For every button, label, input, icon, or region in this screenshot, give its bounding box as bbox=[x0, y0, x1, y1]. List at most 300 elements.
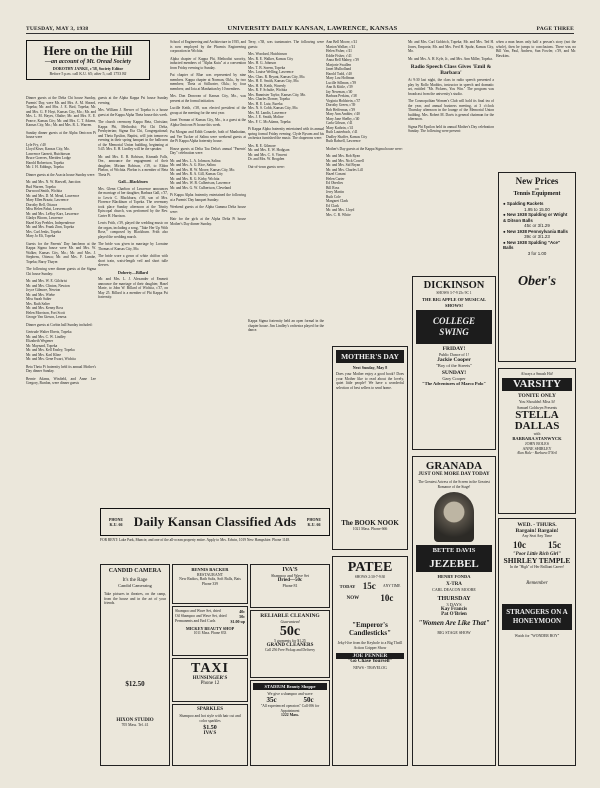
stadium-prices bbox=[253, 696, 327, 704]
list-item: Lyle Fry, c'40 bbox=[26, 142, 46, 147]
list-item: Lawrence Garnett, Hutchinson bbox=[26, 151, 71, 156]
phone-right: PHONE K.U. 66 bbox=[306, 517, 322, 527]
granada-sub: JUST ONE MORE DAY TODAY bbox=[418, 472, 490, 477]
list-item: Mr. and Mrs. Karl Kline bbox=[26, 352, 61, 357]
list-item: Virginia Hohlstein, c'37 bbox=[326, 98, 361, 103]
ivas-title: IVA'S bbox=[282, 567, 298, 573]
dickinson-film2: "The Adventures of Marco Polo" bbox=[422, 381, 486, 386]
tennis-title: New Prices bbox=[515, 176, 559, 186]
list-item: Helen Carter bbox=[326, 176, 345, 181]
list-item: Durwood Smith, Wichita bbox=[26, 189, 63, 193]
mothers-sub: Next Sunday, May 8 bbox=[352, 365, 388, 370]
candid-sub2: Candid Cameraing bbox=[118, 583, 152, 588]
list-item: Dorothy Bell, Ottawa bbox=[26, 202, 58, 207]
hill-hours: Before 5 p.m. call K.U. 65; after 5, call 1753 RJ bbox=[49, 71, 127, 76]
list-item: Mrs. R. E. Gilmore bbox=[248, 143, 276, 148]
dickinson-film: "Boy of the Streets" bbox=[435, 363, 473, 368]
list-item: Harold Todd, c'40 bbox=[326, 71, 352, 76]
column-4 bbox=[248, 40, 324, 506]
list-item: Mr. and Mrs. G. W. Culbertson, Cleveland bbox=[170, 185, 231, 190]
cleaning-ad bbox=[250, 610, 330, 678]
list-item: Mr. and Mrs. Clinton, Newton bbox=[26, 283, 70, 288]
tennis-item: 3 for 1.00 bbox=[527, 250, 547, 256]
list-item: Mr. and Mrs. R. A. Gill, Kansas City bbox=[170, 172, 223, 176]
dickinson-title: DICKINSON bbox=[423, 280, 485, 291]
list-item: Hazel Conant bbox=[326, 172, 346, 176]
stadium-body2: "All experienced operators" Call 696 for Appointment bbox=[260, 704, 320, 713]
hill-subtitle: —an account of Mt. Oread Society bbox=[45, 59, 131, 65]
tennis-item: 1.95 to 15.00 bbox=[524, 206, 550, 212]
col1-para-1: Dinner guests at the Delta Chi house Sunday, Parents' Day, were Mr. and Mrs. A. M. Sheard, Topeka; Mr. and Mrs. J. E. Bird, Topeka; Mr. and Mrs. G. P. Hoyt, Kansas City, Mo.; Mr. and Mrs. L. M. Hayes, Olathe; Mr. and Mrs. E. E. Pearce, Kansas City; Mr. and Mrs. C. T. Adams, Kansas City, Mo.; Mr. and Mrs. R. L. Warren. bbox=[26, 96, 96, 127]
col6-para-5: Sigma Phi Epsilon held its annual Mother's Day celebration Sunday. The following were present: bbox=[408, 124, 494, 133]
granada-ad bbox=[412, 456, 496, 766]
cinema-film2: STRANGERS ON A HONEYMOON bbox=[502, 604, 572, 630]
list-item: Mr. and Mrs. E. W. Hodgson bbox=[248, 148, 290, 152]
taxi-name: HUNSINGER'S bbox=[192, 676, 228, 681]
list-item: Mr. and Mrs. Charles Lill bbox=[326, 167, 363, 172]
taxi-title: TAXI bbox=[191, 661, 229, 676]
col2-para-2: Mrs. William J. Brewer of Topeka is a house guest at the Kappa Alpha Theta house this week. bbox=[98, 108, 168, 117]
granada-film2: "Women Are Like That" bbox=[418, 619, 490, 627]
cleaning-phone: Call 256 Free Pickup and Delivery bbox=[264, 648, 315, 652]
taxi-ad bbox=[172, 658, 248, 702]
list-item: Mrs. J. E. Smith, Moline bbox=[248, 115, 284, 119]
col2-para-9: Mr. and Mrs. L. J. Alexander of Emmett announce the marriage of their daughter, Hazel Marie, to John W. Billard of Wichita, c'37, on May 25. Billard is a member of Phi Kappa Psi fraternity. bbox=[98, 277, 168, 299]
col3-para-4: Mrs. Don Donovan of Kansas City, Mo., was present at the formal initiation. bbox=[170, 94, 246, 103]
cinema-title: WED. - THURS. bbox=[517, 522, 557, 528]
varsity-with: with bbox=[533, 432, 541, 436]
cinema-tag: In the "High" of Her Brilliant Career! bbox=[509, 565, 565, 569]
col3-para-1: School of Engineering and Architecture in 1935, and is now employed by the Phoenix Engineering corporation in Wichita. bbox=[170, 40, 246, 53]
candid-price: $12.50 bbox=[125, 680, 145, 688]
dickinson-sub: THE BIG APPLE OF MUSICAL SHOWS! bbox=[421, 297, 487, 308]
masthead-title: UNIVERSITY DAILY KANSAN, LAWRENCE, KANSAS bbox=[227, 25, 398, 32]
col1-names-2 bbox=[26, 180, 96, 239]
granada-star: BETTE DAVIS bbox=[416, 545, 492, 556]
col3-para-7: Pat Morgan and Edith Conarde, both of Manhattan, and Vee Tucker of Salina were weekend guests at the Pi Kappa Alpha fraternity house. bbox=[170, 130, 246, 143]
cinema-price: 10c bbox=[513, 540, 526, 550]
col6-para-2: Mr. and Mrs. A. H. Kyle, Jr., and Mrs. Ann Miller, Topeka. bbox=[408, 56, 493, 61]
col1-names-1 bbox=[26, 143, 96, 170]
list-item: Jay Newman, c'40 bbox=[326, 89, 353, 94]
portrait-image bbox=[434, 492, 474, 542]
list-item: Mr. and Mrs. N. W. Harwell, Junction bbox=[26, 180, 81, 184]
col1-heading-1: Sunday dinner guests at the Alpha Omicron Pi house were bbox=[26, 130, 96, 139]
column-2 bbox=[98, 96, 168, 504]
list-item: Mr. and Mrs. A. G. Rice, Salina bbox=[170, 163, 216, 167]
col6-heading-1: Radio Speech Class Gives 'Emil & Barbara' bbox=[410, 64, 492, 76]
varsity-prod: Samuel Goldwyn Presents bbox=[516, 406, 558, 410]
dickinson-shows: SHOWS 3-7-9 25c 9C 1 bbox=[436, 291, 472, 295]
phone-left: PHONE K.U. 66 bbox=[108, 517, 124, 527]
classified-rates-text: FOR RENT: Lake Park, Muncie, and one of the all-ocean property entire. Apply to Mrs. Edwin, 1019 New Hampshire. Phone 1148. bbox=[100, 538, 291, 542]
list-item: Mrs. Carl Jenks, Topeka bbox=[26, 229, 61, 234]
cinema-price: 15c bbox=[548, 540, 561, 550]
patee-price2: 10c bbox=[380, 593, 394, 603]
cleaning-detail: 5 garments for $1.25 bbox=[274, 639, 306, 643]
list-item: Mr. and Mrs. Wiebe bbox=[26, 292, 55, 297]
bennis-items: New Radios, Bath Salts, Soft Balls, Bats bbox=[179, 577, 241, 581]
list-item: Hazel Kay Peebles, Independence bbox=[26, 220, 75, 225]
list-item: Barbara Perkins, c'38 bbox=[326, 94, 357, 98]
sparkles-title: SPARKLES bbox=[196, 707, 224, 712]
cinema-film: "Poor Little Rich Girl" bbox=[512, 552, 562, 557]
bennis-phone: Phone 339 bbox=[201, 581, 219, 586]
col6-para-3: At 9:30 last night, the class in radio speech presented a play by Rollo Maddox, instructor in speech and dramatic art, entitled "Mr. Pickens, You Win." The program was broadcast from the university's studio. bbox=[408, 78, 494, 96]
list-item: Mary Ann Ambler, c'40 bbox=[326, 112, 360, 116]
list-item: Mr. and Mrs. Sid Bryan bbox=[326, 163, 361, 167]
list-item: Mr. and Mrs. L. A. Johnson, Salina bbox=[170, 158, 221, 163]
list-item: Joyce Gilmore, Newton bbox=[26, 288, 61, 292]
dickinson-friday: FRIDAY! bbox=[442, 346, 466, 352]
granada-star3: Pat O'Brien bbox=[441, 612, 467, 617]
shampoo-price: 40c bbox=[239, 609, 245, 614]
col2-heading-2: Doherty—Billard bbox=[118, 269, 148, 275]
patee-last: JOE PENNER bbox=[336, 653, 404, 659]
shampoo-row bbox=[175, 619, 245, 624]
list-item: Mrs. F. C. McAdams, Topeka bbox=[248, 119, 291, 124]
list-item: Anna Bell Mahey, c'39 bbox=[326, 58, 359, 62]
cinema-sub: Bargain! Bargain! bbox=[515, 528, 559, 534]
candid-store: HIXON STUDIO bbox=[116, 718, 154, 723]
shampoo-item: Permanents and End Curls bbox=[175, 619, 216, 623]
tennis-store: Ober's bbox=[517, 274, 557, 289]
list-item: Harold Robertson, Topeka bbox=[26, 160, 64, 165]
col1-para-4: Beta Theta Pi fraternity held its annual Mother's Day dinner Sunday. bbox=[26, 364, 96, 373]
list-item: Bill Ross bbox=[326, 185, 340, 190]
list-item: Mrs. T. B. Sorem, Topeka bbox=[248, 65, 286, 70]
list-item: Janet Mulholland bbox=[326, 67, 352, 71]
list-item: Mr. and Mrs. Frank Zinn, Topeka bbox=[26, 225, 74, 229]
list-item: Jerry Martin bbox=[326, 190, 344, 194]
list-item: Bob Heffernan, c'39 bbox=[326, 107, 356, 112]
shampoo-item: Shampoo and Wave Set, dried bbox=[175, 609, 221, 613]
list-item: Mary Ellen Braatz, Lawrence bbox=[26, 198, 69, 202]
list-item: Mary Kathrin, c'41 bbox=[326, 125, 354, 130]
list-item: Eddie Fisher, c'41 bbox=[326, 53, 352, 58]
col3-para-5: Lucille Keith, c'38, was elected president of the group at the meeting for the next year. bbox=[170, 106, 246, 115]
col3-para-3: Pat chapter of Blue was represented by nine members. Kappa chapter at Norman, Okla., by two members; Theta at Stillwater, Okla.; by four members; and Iota at Manhattan by 10 members. bbox=[170, 73, 246, 91]
tennis-item: 39c or 3/1.23 bbox=[524, 234, 550, 239]
list-item: Mr. and Mrs. C. S. Vincent bbox=[248, 152, 287, 157]
patee-prices bbox=[336, 581, 404, 591]
granada-thursday2: 3 DAYS bbox=[446, 602, 462, 607]
list-item: Ruth Cole bbox=[326, 194, 341, 199]
col2-para-7: The bride was given in marriage by Lorraine Thomas of Kansas City, Mo. bbox=[98, 242, 168, 251]
mothers-store: The BOOK NOOK bbox=[341, 519, 399, 527]
list-item: Mrs. Woodard, Hutchinson bbox=[248, 52, 287, 56]
tennis-item: 45c or 3/1.29 bbox=[524, 223, 550, 228]
list-item: Mr. J. H. Eddings, Topeka bbox=[26, 165, 64, 169]
varsity-tonite: TONITE ONLY bbox=[517, 393, 557, 399]
patee-note: ANY TIME bbox=[383, 584, 401, 588]
tennis-item: ● New 1938 Spalding or Wright & Ditson Balls bbox=[503, 212, 568, 223]
col4-para-3: Out-of-town guests were: bbox=[248, 164, 285, 169]
cinema-wonder: Watch for "WONDER BOY" bbox=[514, 634, 560, 638]
col3-para-2: Alpha chapter of Kappa Phi, Methodist sorority, inducted members of "Alpha Kuiu" at a convention from Friday evening to Sunday. bbox=[170, 56, 246, 70]
shampoo-ad bbox=[172, 606, 248, 656]
stadium-price: 35c bbox=[266, 696, 277, 704]
dickinson-star2: Gary Cooper bbox=[442, 376, 466, 381]
list-item: Mr. and Mrs. Kell Ensley, Topeka bbox=[26, 348, 75, 352]
cinema-star: SHIRLEY TEMPLE bbox=[503, 556, 571, 565]
list-item: Ed Oberlies bbox=[326, 181, 344, 185]
list-item: Elizabeth Wegener bbox=[26, 339, 54, 343]
list-item: Miss Sarah Salter bbox=[26, 297, 52, 301]
bennis-ad bbox=[172, 564, 248, 604]
stadium-body: We give a shampoo and wave bbox=[267, 692, 313, 696]
stadium-price: 50c bbox=[303, 696, 314, 704]
col2-para-4: Mr. and Mrs. E. B. Robison, Kismath Falls, Ore., announce the engagement of their daughter, Miriam Robison, c'39, to Eldon Phelon, of Wichita. Phelon is a member of Beta Theta Pi. bbox=[98, 154, 168, 177]
list-item: Mr. and Mrs. Kenny Ross bbox=[26, 306, 64, 310]
list-item: Ann Bell Moore, c'41 bbox=[326, 40, 358, 44]
patee-times: SHOWS 2:30-7-9:30 bbox=[354, 575, 386, 579]
col2-para-5: Mrs. Glenn Charlton of Lawrence announces the marriage of her daughter, Barbara Gall, c'37, to Lewis C. Blackburn, c'38, son of Mrs. Florence Blackburn of Topeka. The ceremony took place Sunday afternoon at the Trinity Episcopal church, was performed by the Rev. Carter H. Harrison. bbox=[98, 186, 168, 218]
list-item: Mrs. H. G. Johnson bbox=[248, 61, 277, 65]
hill-title: Here on the Hill bbox=[43, 43, 133, 58]
patee-prices-2 bbox=[336, 593, 404, 603]
col1-para-3: Dinner guests at Corbin hall Sunday included: bbox=[26, 322, 93, 327]
column-1-body bbox=[26, 96, 96, 752]
shampoo-store: MICKEY BEAUTY SHOP bbox=[185, 626, 235, 631]
shampoo-addr: 1011 Mass. Phone 833 bbox=[193, 631, 227, 635]
varsity-tonite2: You Shouldn't Miss It! bbox=[518, 399, 556, 404]
ivas-ad bbox=[250, 564, 330, 608]
list-item: Carla Gibson, c'41 bbox=[326, 121, 353, 125]
col3-para-8: House guests at Delta Tau Delta's annual "Parents' Day" celebration were: bbox=[170, 146, 246, 155]
list-item: Mr. and Mrs. R. G. Kirby, Wichita bbox=[170, 176, 220, 181]
shampoo-price: 50c bbox=[239, 614, 245, 619]
tennis-item: ● New 1938 Spalding "Ace" Balls bbox=[503, 239, 561, 250]
list-item: Mrs. N. S. Cobb, Kansas City, Mo. bbox=[248, 106, 299, 110]
list-item: Ruth Lauterbach, c'41 bbox=[326, 130, 358, 134]
list-item: Mary Lou Hoffman bbox=[326, 76, 355, 80]
varsity-co2: JOHN BOLES bbox=[525, 441, 549, 446]
cleaning-sub: Guaranteed bbox=[280, 619, 300, 624]
col3-para-10: Weekend guests at the Alpha Gamma Delta house were: bbox=[170, 205, 246, 214]
list-item: Gladys Bloom, Lawrence bbox=[26, 216, 63, 220]
list-item: Mary Jo Eli, Topeka bbox=[26, 234, 56, 238]
list-item: Mr. and Mrs. Bob Ryan bbox=[326, 154, 360, 158]
patee-news: NEWS - TRAVELOG bbox=[353, 666, 387, 671]
list-item: Mrs. M. Landis, Lawrence bbox=[248, 110, 287, 115]
granada-thursday: THURSDAY bbox=[437, 596, 471, 602]
col1-names-4 bbox=[26, 330, 96, 362]
classified-rates bbox=[100, 538, 330, 562]
col2-para-3: The church ceremony Kappa Beta, Christian; Kappa Phi, Methodist; Phi Chi Delta, Presbyterian; Sigma Eta Chi, Congregational; and Theta Epsilon, Baptist, will join tomorrow evening in their spring banquet in the ballroom of the Memorial Union building, beginning at 5:45. Mrs. E. H. Lindley will be the speaker. bbox=[98, 120, 168, 151]
shirley-temple-ad bbox=[498, 518, 576, 766]
patee-last2: "Go Chase Yourself" bbox=[347, 659, 393, 665]
col5-para-1: Mother's Day guests at the Kappa Sigma house were: bbox=[326, 146, 403, 151]
col4-names-1 bbox=[248, 52, 324, 124]
list-item: Mr. and Mrs. Nick Cowell bbox=[326, 158, 364, 163]
masthead-page: PAGE THREE bbox=[536, 25, 574, 32]
shampoo-item: Oil Shampoo and Wave Set, dried bbox=[175, 614, 227, 618]
cinema-prices bbox=[502, 540, 572, 550]
col1-heading-3: The following were dinner guests at the Sigma Chi house Sunday: bbox=[26, 267, 96, 276]
col1-heading-2: Dinner guests at the Acacia house Sunday were: bbox=[26, 172, 96, 177]
granada-body: The Greatest Actress of the Screen in the Greatest Romance of the Stage! bbox=[418, 480, 490, 489]
shampoo-price: $1.00 up bbox=[230, 619, 245, 624]
bennis-sub: RESTAURANT bbox=[196, 572, 224, 577]
list-item: Mr. and Mrs. D. M. Mead, Lawrence bbox=[26, 193, 80, 198]
mothers-title: MOTHER'S DAY bbox=[336, 350, 404, 363]
patee-price: 15c bbox=[362, 581, 376, 591]
ivas-price: Dried—50c bbox=[277, 578, 303, 583]
sparkles-store: IVA'S bbox=[203, 731, 217, 737]
patee-now: NOW bbox=[346, 595, 360, 601]
col3-para-9: Pi Kappa Alpha fraternity entertained the following at a Parents' Day banquet Sunday: bbox=[170, 193, 246, 202]
col3-names-1 bbox=[170, 159, 246, 191]
patee-stars: Jekyl-Joe from the Keyhole to a Big Thrill Action Gripper Show bbox=[337, 641, 403, 650]
list-item: Lloyd Kiser, Kansas City, Mo. bbox=[26, 147, 70, 151]
col4-para-2: Pi Kappa Alpha fraternity entertained with its annual spring formal Friday evening. Clyde Bysom and his orchestra furnished the music. The chaperons were: bbox=[248, 127, 324, 140]
col2-para-8: The bride wore a gown of white chiffon with short train, waist-length veil and short tulle sleeves. bbox=[98, 254, 168, 267]
list-item: Margaret Clark bbox=[326, 199, 348, 203]
candid-sub: It's the Rage bbox=[122, 578, 148, 583]
hill-header-box bbox=[26, 40, 150, 80]
col6-para-4: The Cosmopolitan Women's Club will hold its final tea of the year, and annual business meeting, at 3 o'clock Thursday afternoon in the lounge of the Memorial Union building. Mrs. Robert M. Davis is general chairman for the afternoon. bbox=[408, 99, 494, 121]
list-item: Marion Walker, c'41 bbox=[326, 44, 356, 49]
patee-ad bbox=[332, 556, 408, 766]
col1-para-5: Bernie Adams, Winfield, and Anne Lee Gregory, Burdon, were dinner guests bbox=[26, 376, 96, 385]
list-item: Ed Clark bbox=[326, 203, 339, 208]
hill-byline: DOROTHY JANKE, c'38, Society Editor bbox=[52, 66, 124, 71]
candid-camera-ad bbox=[100, 564, 170, 766]
list-item: Bud Warren, Topeka bbox=[26, 184, 56, 189]
candid-body: Take pictures in theatres, on the camp, from the house and in the art of your friends. bbox=[104, 592, 166, 606]
bennis-name: BENNIS BACKER bbox=[191, 567, 229, 572]
cleaning-store: GRAND CLEANERS bbox=[266, 643, 314, 648]
list-item: Mr. and Mrs. W. B. Culbertson, Lawrence bbox=[170, 181, 231, 185]
ivas-body: Shampoo and Wave Set bbox=[271, 573, 309, 578]
list-item: Gertrude Walter Eberts, Topeka bbox=[26, 330, 72, 334]
list-item: Mary Jane Shelby, c'40 bbox=[326, 116, 360, 121]
varsity-co1: BARBARA STANWYCK bbox=[512, 436, 562, 441]
tennis-sub: on bbox=[535, 186, 539, 191]
sparkles-ad bbox=[172, 704, 248, 766]
list-item: George Van Gieson, Lenexa bbox=[26, 315, 67, 319]
sparkles-price: $1.50 bbox=[203, 725, 217, 732]
cinema-sub2: Any Seat Any Time bbox=[521, 534, 553, 538]
stadium-title: STADIUM Beauty Shoppe bbox=[253, 683, 327, 690]
list-item: Bruce Goerres, Meriden Lodge bbox=[26, 156, 71, 160]
stadium-addr: 1222 Mass. bbox=[281, 713, 299, 717]
col3-para-11: Hair for the girls at the Alpha Delta Pi house Mother's Day dinner Sunday. bbox=[170, 217, 246, 226]
mothers-addr: 1021 Mass. Phone 666 bbox=[352, 527, 388, 531]
list-item: Miss Helen Pabst, Leavenworth bbox=[26, 207, 72, 211]
classified-title: Daily Kansan Classified Ads bbox=[133, 514, 297, 529]
list-item: Mrs. H. E. Smith, Kansas City, Mo. bbox=[248, 79, 300, 83]
cinema-remember: Remember bbox=[526, 581, 548, 586]
col6-para-1: Mr. and Mrs. Carl Goldrich, Topeka; Mr. and Mrs. Ted H. Jones, Emporia; Mr. and Mrs. Fred H. Spahr, Kansas City, Mo. bbox=[408, 40, 494, 53]
col7-para-1: when a man hears only half a person's story (not the whole), then he jumps to conclusions. There was no Bill Van, Paul, Andrew, Sun Fowler, c'39, and Mr. Hawkins. bbox=[496, 40, 576, 58]
col4-para-1: Terry, c'38, was toastmaster. The following were guests: bbox=[248, 40, 324, 49]
varsity-star: STELLA DALLAS bbox=[514, 409, 560, 432]
candid-title: CANDID CAMERA bbox=[108, 568, 162, 574]
varsity-co4: Alan Hale - Barbara O'Neil bbox=[516, 451, 558, 455]
dickinson-star: Jackie Cooper bbox=[437, 357, 471, 363]
patee-day: TODAY bbox=[339, 583, 356, 589]
masthead-date: TUESDAY, MAY 3, 1938 bbox=[26, 25, 89, 32]
varsity-co3: ANNE SHIRLEY bbox=[522, 446, 552, 451]
granada-extra: X-TRA bbox=[446, 582, 462, 587]
list-item: Mrs. Charles Dorner, Topeka bbox=[248, 97, 290, 101]
list-item: Ann & Kittle, c'39 bbox=[326, 85, 353, 89]
col5-names-2 bbox=[326, 154, 406, 217]
col3-para-6: Janet Yeoman of Kansas City, Mo., is a guest at the Alpha Omicron Pi house this week. bbox=[170, 118, 246, 127]
list-item: Mr. Maynard, Topeka bbox=[26, 343, 58, 348]
mothers-body: Does your Mother enjoy a good book? Does your Mother like to read about the lovely, quiet little people? We have a wonderful selection of best sellers to send home. bbox=[336, 372, 404, 390]
classified-header bbox=[100, 508, 330, 536]
granada-film: JEZEBEL bbox=[416, 556, 492, 572]
list-item: Mr. and Mrs. Gene Ewart, Wichita bbox=[26, 357, 76, 361]
list-item: Marjorie Swallen bbox=[326, 62, 352, 67]
tennis-item: ● New 1938 Pennsylvania Balls bbox=[503, 228, 568, 234]
list-item: Mrs. H. E. Lutz, Eureka bbox=[248, 101, 283, 106]
col5-names-1 bbox=[326, 40, 406, 144]
ivas-phone: Phone 81 bbox=[282, 583, 298, 588]
sparkles-body: Shampoo and hot style with hair cut and color sparkles bbox=[179, 714, 241, 723]
list-item: Ruth Rabsell, Lawrence bbox=[326, 139, 361, 143]
granada-star2: Kay Francis bbox=[440, 607, 468, 612]
dickinson-sunday: SUNDAY! bbox=[441, 370, 467, 376]
dickinson-feature: COLLEGE SWING bbox=[416, 310, 492, 344]
list-item: Mrs. R. F. Schulte, Wichita bbox=[248, 88, 288, 92]
list-item: Mrs. Louise Welling, Lawrence bbox=[248, 70, 294, 74]
list-item: Helen Fisher, c'41 bbox=[326, 49, 352, 53]
tennis-item: ● Spalding Rackets bbox=[503, 201, 544, 206]
stadium-ad bbox=[250, 680, 330, 766]
list-item: Dorothy Green, c'39 bbox=[326, 103, 356, 107]
masthead bbox=[26, 24, 574, 34]
col1-para-2: Guests for the Parents' Day luncheon at the Kappa Sigma house were Mr. and Mrs. W. Walker, Kansas City, Mo.; Mr. and Mrs. J. Stephens, Ottawa; Mr. and Mrs. F. Lumbe, Topeka; Barry Thayer. bbox=[26, 241, 96, 264]
varsity-ad bbox=[498, 368, 576, 514]
mothers-day-ad bbox=[332, 346, 408, 550]
list-item: Mr. and Mrs. Lloyd bbox=[326, 208, 355, 212]
col2-para-1: guests at the Alpha Kappa Psi house Sunday evening. bbox=[98, 96, 168, 105]
col4-names-2 bbox=[248, 144, 324, 162]
cleaning-price: 50c bbox=[279, 624, 301, 639]
patee-sub: "Emperor's Candlesticks" bbox=[348, 621, 391, 637]
list-item: Mrs. C. R. White bbox=[326, 212, 351, 217]
list-item: Mrs. R. E. Walker, Kansas City bbox=[248, 56, 294, 61]
list-item: Lucille Sillmon, c'39 bbox=[326, 80, 357, 85]
granada-show: BIG STAGE SHOW bbox=[437, 630, 471, 635]
list-item: Mr. and Mrs. LeRoy Karr, Lawrence bbox=[26, 211, 79, 216]
candid-addr: 705 Mass. Tel. 41 bbox=[121, 723, 149, 727]
column-7 bbox=[496, 40, 576, 72]
dickinson-ad bbox=[412, 276, 496, 450]
tennis-sub2: Tennis Equipment bbox=[513, 191, 561, 197]
granada-extra2: CARL DEACON MOORE bbox=[432, 587, 476, 592]
list-item: Mr. and Mrs. W. E. Gilchrist bbox=[26, 279, 68, 283]
col4-para-4: Kappa Sigma fraternity held an open formal in the chapter house. Jim Lindley's orchestra played for the dance. bbox=[248, 319, 324, 332]
tennis-ad bbox=[498, 172, 576, 362]
granada-co: HENRY FONDA bbox=[437, 574, 471, 579]
list-item: Dr. and Mrs. W. Brogden bbox=[248, 157, 285, 161]
column-6 bbox=[408, 40, 494, 274]
column-5 bbox=[326, 40, 406, 340]
list-item: Mrs. Chas. R. Bryant, Kansas City, Mo. bbox=[248, 74, 306, 79]
list-item: Mrs. H. B. Keith, Waverly bbox=[248, 83, 286, 88]
varsity-sub: Always a Smash Hit! bbox=[520, 372, 554, 376]
col2-para-6: Lewis Frith, c'39, played the wedding music on the organ, including a song, "Take Her Up With Rose," composed by Blackburn. Frith also played the wedding march. bbox=[98, 221, 168, 239]
dickinson-friday2: Public Dance of 1! bbox=[438, 352, 470, 357]
list-item: Helen Morrison, Fort Scott bbox=[26, 310, 65, 315]
varsity-title: VARSITY bbox=[502, 378, 572, 391]
list-item: Mrs. Bannister Taylor, Kansas City, Mo. bbox=[248, 92, 307, 97]
